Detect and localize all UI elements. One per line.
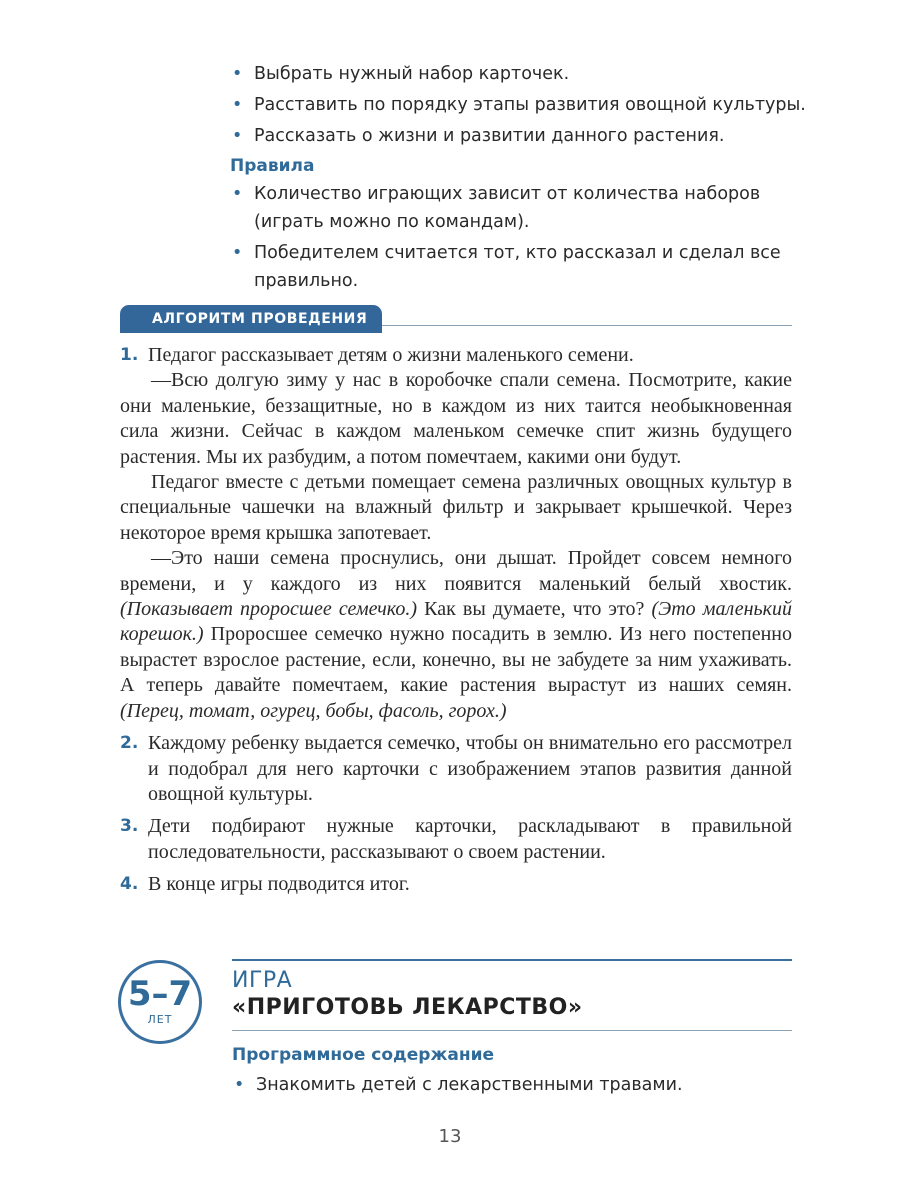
program-content [232,1045,802,1102]
bullet-icon: • [234,1075,245,1095]
step-text: Педагог рассказывает детям о жизни маленького семени. [148,344,634,366]
rules-heading: Правила [230,156,315,176]
algorithm-header-tab: АЛГОРИТМ ПРОВЕДЕНИЯ [120,305,382,333]
step-2 [120,731,792,807]
list-item [232,1071,802,1099]
list-item [230,239,810,295]
step-number: 1. [120,345,139,365]
italic-remark: (Перец, томат, огурец, бобы, фасоль, горох.) [120,699,507,722]
text-run: Проросшее семечко нужно посадить в землю. Из него постепенно вырастет взрослое растение, если, конечно, вы не забудете за ним ухаживать. А теперь давайте помечтаем, какие растения вырастут из наших семян. [120,623,792,697]
list-item [230,122,810,150]
step-3 [120,814,792,865]
paragraph: —Всю долгую зиму у нас в коробочке спали семена. Посмотрите, какие они маленькие, беззащитные, но в каждом из них таится необыкновенная сила жизни. Сейчас в каждом маленьком семечке спит жизнь будущего растения. Мы их разбудим, а потом помечтаем, какими они будут. [120,369,792,468]
bullet-icon: • [232,64,243,84]
age-badge [118,960,202,1044]
bullet-text: Рассказать о жизни и развитии данного растения. [254,126,725,146]
step-text: Каждому ребенку выдается семечко, чтобы он внимательно его рассмотрел и подобрал для него карточки с изображением этапов развития данной овощной культуры. [148,732,792,805]
bullet-text: Количество играющих зависит от количества наборов (играть можно по командам). [254,184,761,232]
text-run: Как вы думаете, что это? [417,598,652,621]
step-number: 2. [120,733,139,754]
bullet-icon: • [232,184,243,204]
step-number: 4. [120,874,139,895]
age-label: ЛЕТ [147,1013,173,1026]
paragraph: Педагог вместе с детьми помещает семена различных овощных культур в специальные чашечки на влажный фильтр и закрывает крышечкой. Через некоторое время крышка запотевает. [120,471,792,544]
game-title: «ПРИГОТОВЬ ЛЕКАРСТВО» [232,995,583,1020]
italic-remark: (Это маленький корешок.) [120,598,793,646]
step-text: В конце игры подводится итог. [148,873,410,896]
text-run: —Это наши семена проснулись, они дышат. Пройдет совсем немного времени, и у каждого из них появится маленький белый хвостик. [120,547,792,595]
bullet-text: Знакомить детей с лекарственными травами. [256,1075,683,1095]
step-4 [120,872,792,897]
age-range: 5–7 [127,974,193,1014]
list-item [230,180,810,236]
bullet-text: Расставить по порядку этапы развития овощной культуры. [254,95,806,115]
program-heading: Программное содержание [232,1045,495,1065]
algorithm-body [120,343,792,898]
step-number: 3. [120,816,139,837]
page-number: 13 [438,1126,462,1147]
step-text: Дети подбирают нужные карточки, раскладывают в правильной последовательности, рассказывают о своем растении. [148,815,792,863]
paragraph [120,546,792,724]
bullet-icon: • [232,126,243,146]
step-1 [120,343,792,368]
game-kind: ИГРА [232,968,293,993]
game-header-top-rule [232,959,792,961]
bullet-icon: • [232,243,243,263]
bullet-text: Выбрать нужный набор карточек. [254,64,570,84]
bullet-text: Победителем считается тот, кто рассказал и сделал все правильно. [254,243,781,291]
game-header-bottom-rule [232,1030,792,1031]
list-item [230,60,810,88]
italic-remark: (Показывает проросшее семечко.) [120,598,418,621]
top-bullet-list [230,60,810,298]
list-item [230,91,810,119]
bullet-icon: • [232,95,243,115]
